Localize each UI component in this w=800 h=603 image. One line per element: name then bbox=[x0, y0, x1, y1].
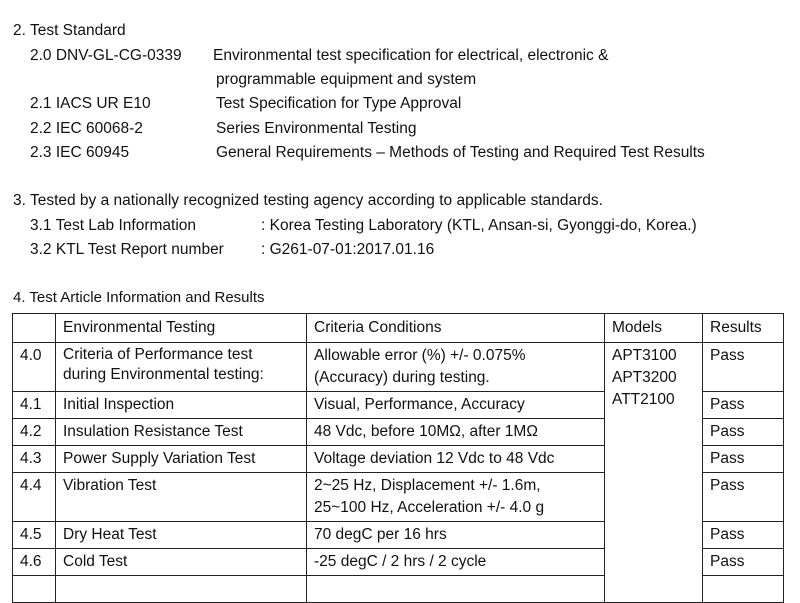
result-cell: Pass bbox=[703, 446, 784, 473]
result-cell: Pass bbox=[703, 392, 784, 419]
standard-code: 2.3 IEC 60945 bbox=[30, 144, 130, 161]
testing-cell: Insulation Resistance Test bbox=[56, 419, 307, 446]
criteria-cell: -25 degC / 2 hrs / 2 cycle bbox=[307, 549, 605, 576]
row-number: 4.3 bbox=[13, 446, 56, 473]
criteria-cell bbox=[307, 473, 605, 522]
result-cell: Pass bbox=[703, 522, 784, 549]
standard-desc: General Requirements – Methods of Testing and Required Test Results bbox=[216, 144, 705, 161]
header-environmental-testing: Environmental Testing bbox=[56, 314, 307, 343]
criteria-cell: 70 degC per 16 hrs bbox=[307, 522, 605, 549]
standard-desc: Series Environmental Testing bbox=[216, 120, 417, 137]
testing-line: during Environmental testing: bbox=[63, 366, 264, 383]
standard-code: 2.1 IACS UR E10 bbox=[30, 95, 151, 112]
testing-cell: Initial Inspection bbox=[56, 392, 307, 419]
header-num bbox=[13, 314, 56, 343]
standard-desc: Environmental test specification for electrical, electronic & bbox=[213, 47, 609, 64]
row-number: 4.1 bbox=[13, 392, 56, 419]
standard-desc: Test Specification for Type Approval bbox=[216, 95, 462, 112]
criteria-cell bbox=[307, 343, 605, 392]
standard-desc: programmable equipment and system bbox=[216, 71, 477, 88]
testing-line: Criteria of Performance test bbox=[63, 346, 253, 363]
report-number-value: : G261-07-01:2017.01.16 bbox=[261, 241, 435, 258]
header-results: Results bbox=[703, 314, 784, 343]
testing-cell: Dry Heat Test bbox=[56, 522, 307, 549]
criteria-line: (Accuracy) during testing. bbox=[314, 369, 490, 386]
results-table bbox=[12, 313, 784, 603]
model-name: ATT2100 bbox=[612, 391, 675, 408]
row-number: 4.4 bbox=[13, 473, 56, 522]
criteria-line: 2~25 Hz, Displacement +/- 1.6m, bbox=[314, 477, 541, 494]
testing-cell: Power Supply Variation Test bbox=[56, 446, 307, 473]
section-3-heading: 3. Tested by a nationally recognized testing agency according to applicable standards. bbox=[13, 192, 603, 209]
criteria-cell: 48 Vdc, before 10MΩ, after 1MΩ bbox=[307, 419, 605, 446]
testing-cell: Cold Test bbox=[56, 549, 307, 576]
standard-code: 2.0 DNV-GL-CG-0339 bbox=[30, 47, 182, 64]
model-name: APT3100 bbox=[612, 347, 677, 364]
testing-cell: Vibration Test bbox=[56, 473, 307, 522]
row-number: 4.2 bbox=[13, 419, 56, 446]
criteria-line: Allowable error (%) +/- 0.075% bbox=[314, 347, 526, 364]
result-cell: Pass bbox=[703, 343, 784, 392]
result-cell: Pass bbox=[703, 419, 784, 446]
header-criteria-conditions: Criteria Conditions bbox=[307, 314, 605, 343]
standard-code: 2.2 IEC 60068-2 bbox=[30, 120, 143, 137]
report-number-label: 3.2 KTL Test Report number bbox=[30, 241, 224, 258]
row-number: 4.6 bbox=[13, 549, 56, 576]
table-row bbox=[13, 343, 784, 392]
header-models: Models bbox=[605, 314, 703, 343]
table-header-row bbox=[13, 314, 784, 343]
result-cell: Pass bbox=[703, 473, 784, 522]
criteria-cell: Voltage deviation 12 Vdc to 48 Vdc bbox=[307, 446, 605, 473]
models-cell bbox=[605, 343, 703, 603]
row-number: 4.0 bbox=[13, 343, 56, 392]
criteria-line: 25~100 Hz, Acceleration +/- 4.0 g bbox=[314, 499, 545, 516]
lab-info-label: 3.1 Test Lab Information bbox=[30, 217, 197, 234]
testing-cell bbox=[56, 343, 307, 392]
lab-info-value: : Korea Testing Laboratory (KTL, Ansan-si, Gyonggi-do, Korea.) bbox=[261, 217, 697, 234]
row-number: 4.5 bbox=[13, 522, 56, 549]
criteria-cell: Visual, Performance, Accuracy bbox=[307, 392, 605, 419]
section-2-heading: 2. Test Standard bbox=[13, 22, 126, 39]
section-4-heading: 4. Test Article Information and Results bbox=[13, 289, 265, 306]
model-name: APT3200 bbox=[612, 369, 677, 386]
result-cell: Pass bbox=[703, 549, 784, 576]
